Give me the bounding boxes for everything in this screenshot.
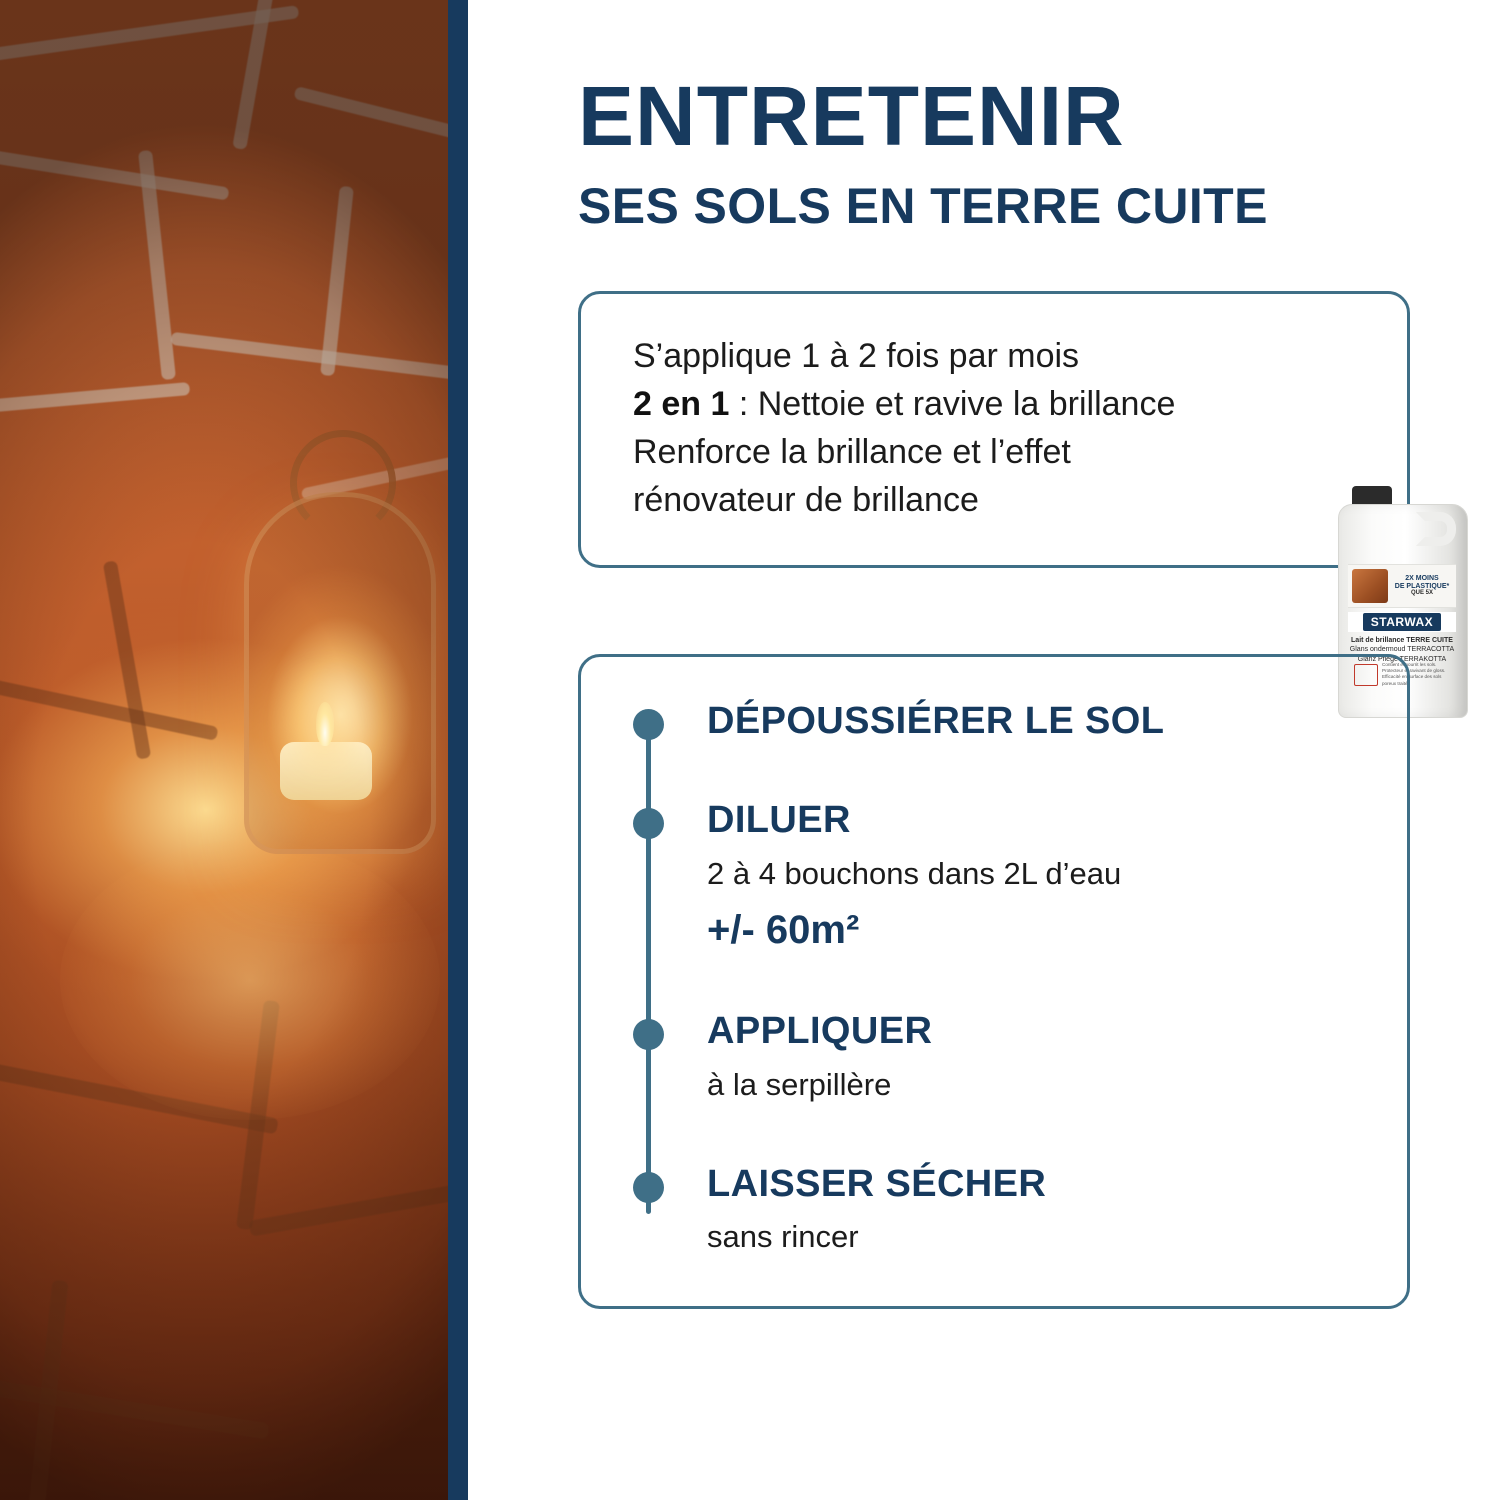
steps-list — [633, 701, 1365, 1258]
label-fine-print: Contient et nourrit les sols. Protecteur et ravivant de gloss. Efficacité en surface des sols poreux traités — [1382, 662, 1446, 686]
page-subtitle: SES SOLS EN TERRE CUITE — [578, 178, 1268, 234]
claim-line-3: QUE 5X — [1410, 590, 1433, 597]
step-description: sans rincer — [707, 1219, 859, 1255]
intro-line-1: S’applique 1 à 2 fois par mois — [633, 336, 1080, 375]
label-line-3: Glanz Pflege TERRAKOTTA — [1357, 655, 1447, 663]
navy-divider — [448, 0, 468, 1500]
label-line-2: Glans ondermoud TERRACOTTA — [1349, 646, 1455, 654]
intro-card — [578, 291, 1410, 568]
step-title: LAISSER SÉCHER — [707, 1162, 1047, 1205]
step-bullet-icon — [633, 1019, 664, 1050]
page-title: ENTRETENIR — [578, 69, 1125, 163]
step-item — [707, 701, 1365, 743]
lantern-illustration — [218, 430, 432, 930]
step-bullet-icon — [633, 808, 664, 839]
bottle-handle — [1416, 512, 1456, 546]
step-bullet-icon — [633, 709, 664, 740]
content-column — [468, 0, 1500, 1500]
step-item — [707, 1011, 1365, 1105]
step-description: 2 à 4 bouchons dans 2L d’eau — [707, 856, 1122, 892]
steps-card — [578, 654, 1410, 1309]
brand-logo: STARWAX — [1363, 613, 1441, 631]
step-title: DÉPOUSSIÉRER LE SOL — [707, 699, 1165, 742]
step-title: APPLIQUER — [707, 1010, 933, 1053]
claim-line-1: 2X MOINS — [1405, 574, 1439, 582]
label-line-1: Lait de brillance TERRE CUITE — [1351, 637, 1453, 644]
step-item — [707, 800, 1365, 953]
intro-line-2-rest: : Nettoie et ravive la brillance — [729, 384, 1176, 423]
intro-line-3: Renforce la brillance et l’effet — [633, 433, 1071, 472]
candle — [280, 742, 372, 800]
step-title: DILUER — [707, 799, 851, 842]
claim-line-2: DE PLASTIQUE* — [1394, 582, 1450, 590]
step-item — [707, 1164, 1365, 1258]
terracotta-floor-photo — [0, 0, 448, 1500]
intro-line-4: rénovateur de brillance — [633, 481, 979, 520]
steps-rail — [646, 727, 651, 1214]
candle-flame — [316, 702, 334, 746]
step-description: à la serpillère — [707, 1067, 892, 1103]
bottle-label-top — [1348, 564, 1456, 608]
intro-bold-2en1: 2 en 1 — [633, 384, 730, 423]
label-claim — [1392, 575, 1452, 597]
step-highlight: +/- 60m² — [707, 908, 860, 953]
bottle-brand-band — [1348, 612, 1456, 632]
step-bullet-icon — [633, 1172, 664, 1203]
label-product-photo — [1352, 569, 1388, 603]
intro-line-2 — [633, 380, 1365, 428]
